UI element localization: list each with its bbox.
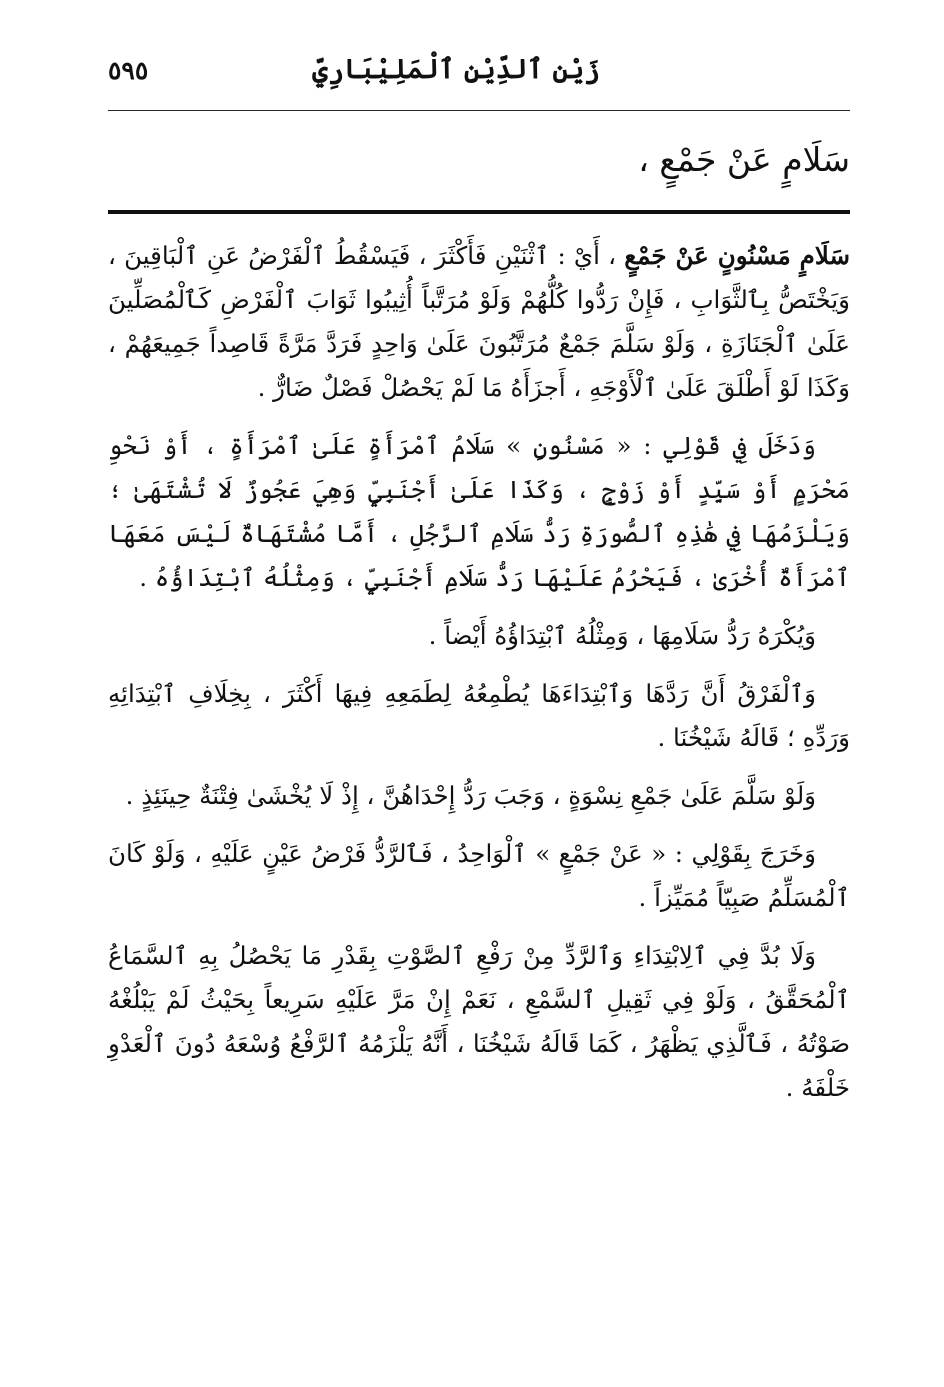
paragraph xyxy=(108,672,850,760)
paragraph-text: وَيُكْرَهُ رَدُّ سَلَامِهَا ، وَمِثْلُهُ ٱبْتِدَاؤُهُ أَيْضاً . xyxy=(428,621,816,650)
paragraph-text: وَخَرَجَ بِقَوْلِي : « عَنْ جَمْعٍ » ٱلْوَاحِدُ ، فَٱلرَّدُّ فَرْضُ عَيْنٍ عَلَيْهِ ، وَلَوْ كَانَ ٱلْمُسَلِّمُ صَبِيّاً مُمَيِّزاً . xyxy=(108,839,850,912)
header-rule xyxy=(108,110,850,111)
paragraph-text: وَدَخَلَ فِي قَوْلِي : « مَسْنُونٍ » سَلَامُ ٱمْرَأَةٍ عَلَىٰ ٱمْرَأَةٍ ، أَوْ نَحْوِ مَحْرَمٍ أَوْ سَيِّدٍ أَوْ زَوْجٍ ، وَكَذَا عَلَىٰ أَجْنَبِيٍّ وَهِيَ عَجُوزٌ لَا تُشْتَهَىٰ ؛ وَيَلْزَمُهَا فِي هَٰذِهِ ٱلصُّورَةِ رَدُّ سَلَامِ ٱلرَّجُلِ ، أَمَّا مُشْتَهَاةٌ لَيْسَ مَعَهَا ٱمْرَأَةٌ أُخْرَىٰ ، فَيَحْرُمُ عَلَيْهَا رَدُّ سَلَامِ أَجْنَبِيٍّ ، وَمِثْلُهُ ٱبْتِدَاؤُهُ . xyxy=(108,431,850,592)
matn-text: سَلَامٍ عَنْ جَمْعٍ ، xyxy=(638,140,850,179)
running-header xyxy=(108,54,850,98)
lemma-text: سَلَامٍ مَسْنُونٍ عَنْ جَمْعٍ xyxy=(624,241,850,270)
paragraph-text: وَٱلْفَرْقُ أَنَّ رَدَّهَا وَٱبْتِدَاءَهَا يُطْمِعُهُ لِطَمَعِهِ فِيهَا أَكْثَرَ ، بِخِلَافِ ٱبْتِدَائِهِ وَرَدِّهِ ؛ قَالَهُ شَيْخُنَا . xyxy=(108,679,850,752)
page-number: ٥٩٥ xyxy=(108,56,149,85)
running-title: زَيْن ٱلدِّيْنِ ٱلْمَلِيْبَارِيِّ xyxy=(312,54,600,85)
paragraph xyxy=(108,424,850,600)
matn-separator-rule xyxy=(108,210,850,214)
paragraph-text: وَلَا بُدَّ فِي ٱلِابْتِدَاءِ وَٱلرَّدِّ مِنْ رَفْعِ ٱلصَّوْتِ بِقَدْرِ مَا يَحْصُلُ بِهِ ٱلسَّمَاعُ ٱلْمُحَقَّقُ ، وَلَوْ فِي ثَقِيلِ ٱلسَّمْعِ ، نَعَمْ إِنْ مَرَّ عَلَيْهِ سَرِيعاً بِحَيْثُ لَمْ يَبْلُغْهُ صَوْتُهُ ، فَٱلَّذِي يَظْهَرُ ، كَمَا قَالَهُ شَيْخُنَا ، أَنَّهُ يَلْزَمُهُ ٱلرَّفْعُ وُسْعَهُ دُونَ ٱلْعَدْوِ خَلْفَهُ . xyxy=(108,941,850,1102)
paragraph xyxy=(108,774,850,818)
commentary-body xyxy=(108,234,850,1124)
paragraph-text: ، أَيْ : ٱثْنَيْنِ فَأَكْثَرَ ، فَيَسْقُطُ ٱلْفَرْضُ عَنِ ٱلْبَاقِينَ ، وَيَخْتَصُّ بِٱلثَّوَابِ ، فَإِنْ رَدُّوا كُلُّهُمْ وَلَوْ مُرَتَّباً أُثِيبُوا ثَوَابَ ٱلْفَرْضِ كَٱلْمُصَلِّينَ عَلَىٰ ٱلْجَنَازَةِ ، وَلَوْ سَلَّمَ جَمْعٌ مُرَتَّبُونَ عَلَىٰ وَاحِدٍ فَرَدَّ مَرَّةً قَاصِداً جَمِيعَهُمْ ، وَكَذَا لَوْ أَطْلَقَ عَلَىٰ ٱلْأَوْجَهِ ، أَجزَأَهُ مَا لَمْ يَحْصُلْ فَصْلٌ ضَارٌّ . xyxy=(108,241,850,402)
paragraph-text: وَلَوْ سَلَّمَ عَلَىٰ جَمْعِ نِسْوَةٍ ، وَجَبَ رَدُّ إِحْدَاهُنَّ ، إِذْ لَا يُخْشَىٰ فِتْنَةٌ حِينَئِذٍ . xyxy=(125,781,816,810)
paragraph xyxy=(108,934,850,1110)
paragraph xyxy=(108,614,850,658)
paragraph xyxy=(108,832,850,920)
paragraph xyxy=(108,234,850,410)
